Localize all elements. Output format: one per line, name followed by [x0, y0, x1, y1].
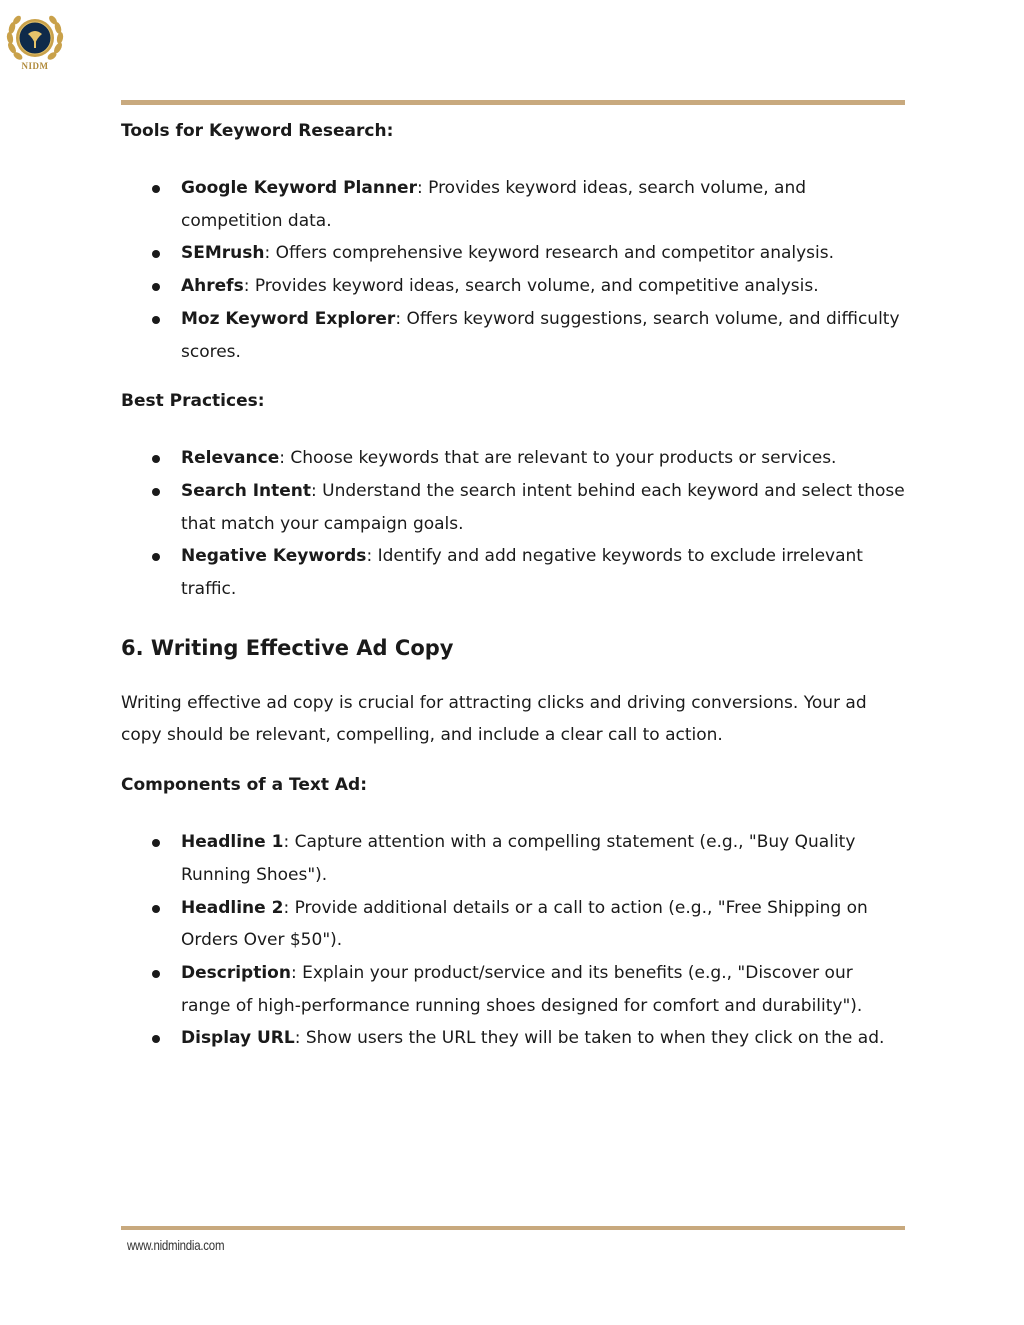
- list-item: [121, 826, 905, 891]
- tools-heading: Tools for Keyword Research:: [121, 121, 394, 141]
- page-content: [121, 119, 905, 1055]
- item-desc: : Identify and add negative keywords to exclude irrelevant traffic.: [181, 546, 863, 600]
- bullet-icon: [152, 283, 160, 291]
- item-term: Ahrefs: [181, 276, 244, 297]
- item-term: Relevance: [181, 448, 280, 469]
- item-term: Headline 2: [181, 897, 284, 918]
- components-heading: Components of a Text Ad:: [121, 775, 368, 796]
- logo-text: NIDM: [21, 61, 49, 71]
- list-item: [121, 172, 905, 237]
- item-term: Google Keyword Planner: [181, 178, 417, 198]
- item-desc: : Choose keywords that are relevant to your products or services.: [279, 448, 837, 469]
- item-desc: : Provide additional details or a call to action (e.g., "Free Shipping on Orders Over $50").: [181, 897, 868, 951]
- bullet-icon: [152, 185, 160, 193]
- bullet-icon: [152, 553, 160, 561]
- list-item: [121, 237, 905, 270]
- item-desc: : Offers keyword suggestions, search volume, and difficulty scores.: [181, 308, 900, 362]
- bullet-icon: [152, 839, 160, 847]
- bullet-icon: [152, 905, 160, 913]
- item-desc: : Capture attention with a compelling statement (e.g., "Buy Quality Running Shoes").: [181, 832, 856, 885]
- item-desc: : Provides keyword ideas, search volume, and competitive analysis.: [243, 276, 819, 297]
- list-item: [121, 442, 905, 475]
- item-term: Headline 1: [181, 832, 284, 853]
- list-item: [121, 892, 905, 957]
- item-desc: : Show users the URL they will be taken to when they click on the ad.: [294, 1028, 885, 1049]
- best-practices-list: [121, 442, 905, 606]
- bullet-icon: [152, 316, 160, 324]
- bullet-icon: [152, 250, 160, 258]
- nidm-logo: [4, 8, 66, 74]
- bullet-icon: [152, 455, 160, 463]
- item-desc: : Understand the search intent behind each keyword and select those that match your campaign goals.: [181, 480, 905, 534]
- item-term: Moz Keyword Explorer: [181, 308, 396, 329]
- bullet-icon: [152, 488, 160, 496]
- item-term: SEMrush: [181, 243, 265, 264]
- components-list: [121, 826, 905, 1055]
- footer-url[interactable]: www.nidmindia.com: [127, 1237, 225, 1253]
- list-item: [121, 1022, 905, 1055]
- list-item: [121, 270, 905, 303]
- item-desc: : Offers comprehensive keyword research and competitor analysis.: [264, 243, 835, 264]
- item-term: Description: [181, 962, 291, 983]
- section-title: 6. Writing Effective Ad Copy: [121, 635, 454, 660]
- item-desc: : Explain your product/service and its benefits (e.g., "Discover our range of high-performance running shoes designed for comfort and durability").: [181, 962, 863, 1016]
- section-intro: Writing effective ad copy is crucial for attracting clicks and driving conversions. Your ad copy should be relevant, compelling, and include a clear call to action.: [121, 692, 867, 746]
- bullet-icon: [152, 1035, 160, 1043]
- list-item: [121, 475, 905, 540]
- header-divider: [121, 100, 905, 105]
- item-term: Display URL: [181, 1028, 295, 1049]
- list-item: [121, 303, 905, 368]
- bullet-icon: [152, 970, 160, 978]
- item-term: Negative Keywords: [181, 546, 367, 567]
- best-practices-heading: Best Practices:: [121, 391, 265, 412]
- tools-list: [121, 172, 905, 368]
- item-desc: : Provides keyword ideas, search volume, and competition data.: [181, 178, 807, 231]
- list-item: [121, 540, 905, 605]
- footer-divider: [121, 1226, 905, 1230]
- list-item: [121, 957, 905, 1022]
- item-term: Search Intent: [181, 480, 312, 501]
